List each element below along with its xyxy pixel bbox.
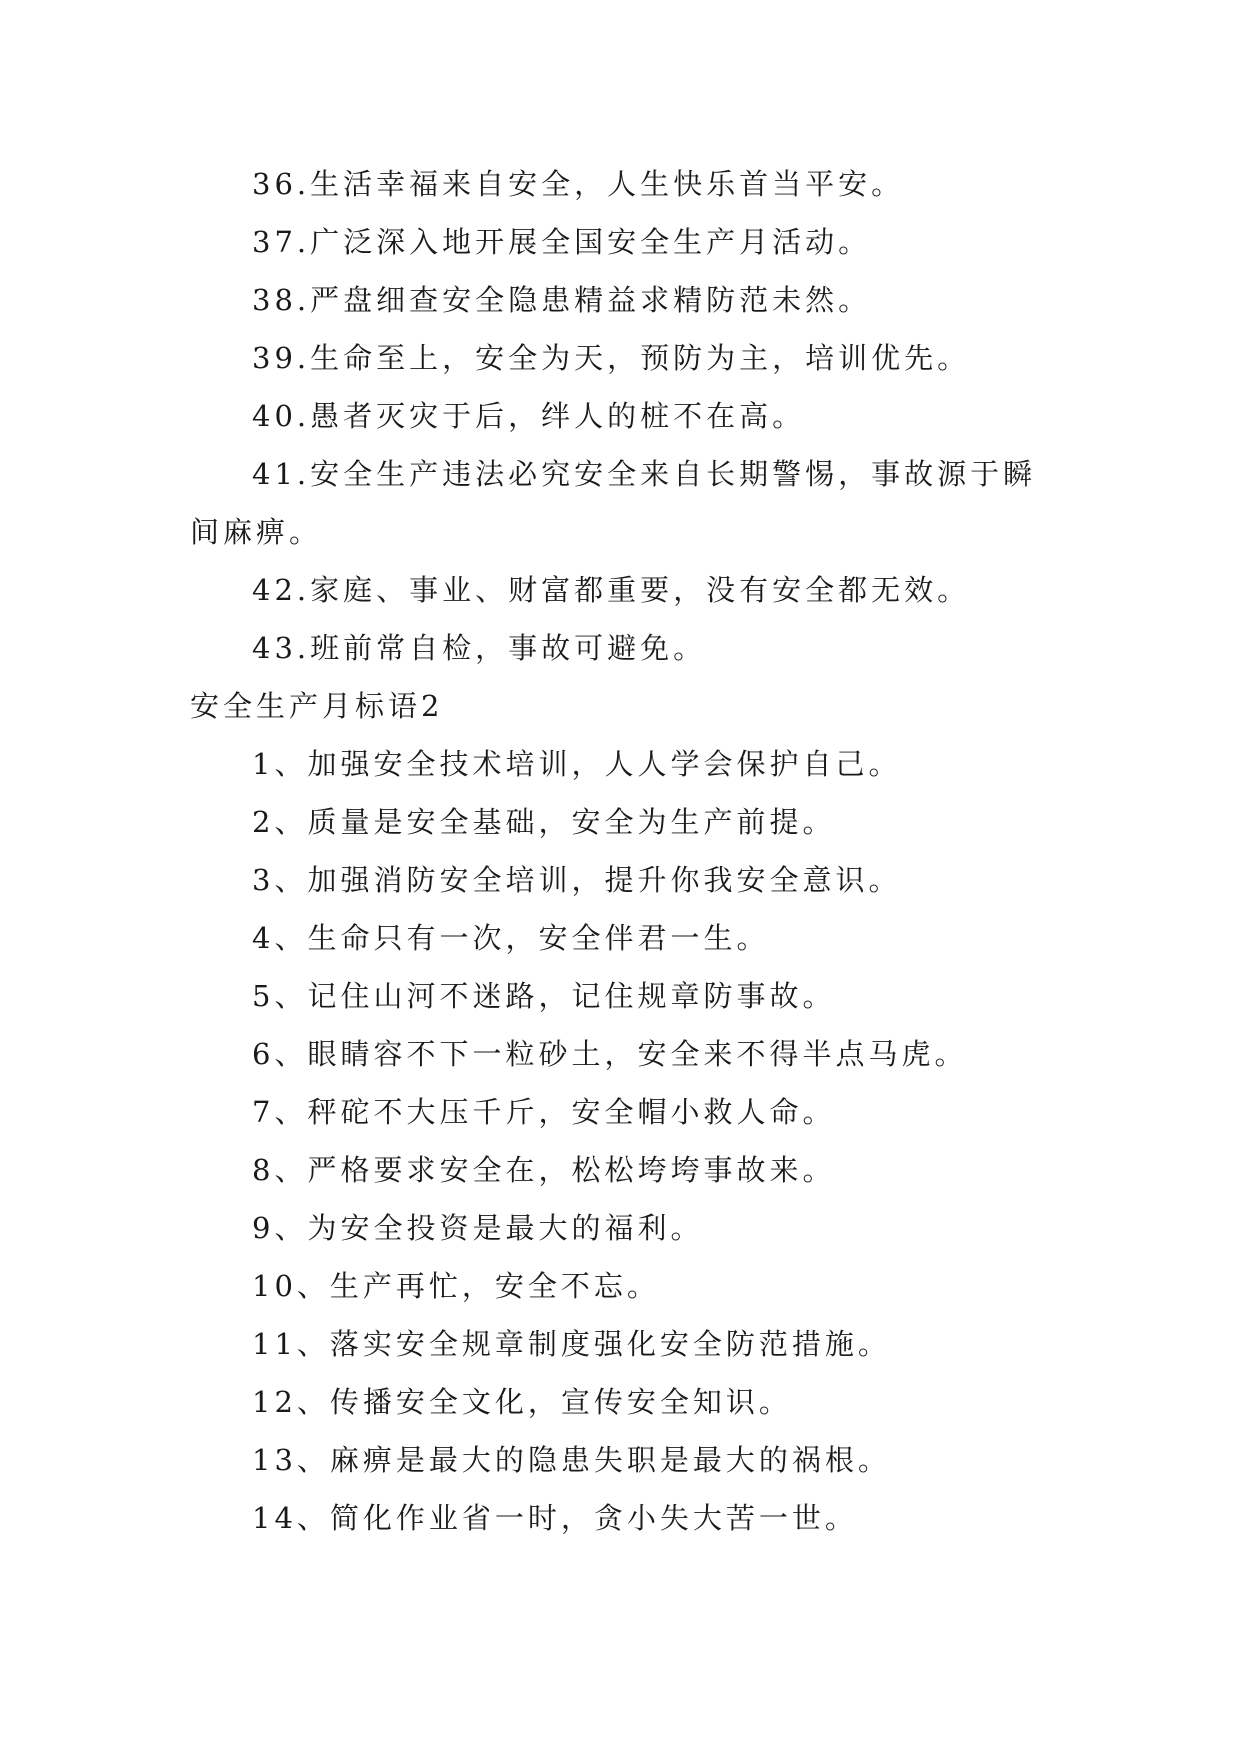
slogan-item: 4、生命只有一次，安全伴君一生。 bbox=[252, 921, 770, 955]
slogan-item: 42.家庭、事业、财富都重要，没有安全都无效。 bbox=[252, 573, 971, 607]
slogan-item: 43.班前常自检，事故可避免。 bbox=[252, 631, 707, 665]
slogan-item: 9、为安全投资是最大的福利。 bbox=[252, 1211, 704, 1245]
slogan-item: 1、加强安全技术培训，人人学会保护自己。 bbox=[252, 747, 902, 781]
section-heading: 安全生产月标语2 bbox=[190, 689, 444, 723]
slogan-item: 3、加强消防安全培训，提升你我安全意识。 bbox=[252, 863, 902, 897]
slogan-item: 5、记住山河不迷路，记住规章防事故。 bbox=[252, 979, 836, 1013]
slogan-item: 11、落实安全规章制度强化安全防范措施。 bbox=[252, 1327, 891, 1361]
slogan-item: 8、严格要求安全在，松松垮垮事故来。 bbox=[252, 1153, 836, 1187]
slogan-item: 13、麻痹是最大的隐患失职是最大的祸根。 bbox=[252, 1443, 891, 1477]
slogan-item: 12、传播安全文化，宣传安全知识。 bbox=[252, 1385, 792, 1419]
slogan-item: 39.生命至上，安全为天，预防为主，培训优先。 bbox=[252, 341, 971, 375]
slogan-item: 38.严盘细查安全隐患精益求精防范未然。 bbox=[252, 283, 872, 317]
slogan-item: 7、秤砣不大压千斤，安全帽小救人命。 bbox=[252, 1095, 836, 1129]
slogan-item: 10、生产再忙，安全不忘。 bbox=[252, 1269, 660, 1303]
slogan-item: 36.生活幸福来自安全，人生快乐首当平安。 bbox=[252, 167, 905, 201]
slogan-item: 40.愚者灭灾于后，绊人的桩不在高。 bbox=[252, 399, 806, 433]
document-body bbox=[190, 155, 1060, 1547]
slogan-item: 2、质量是安全基础，安全为生产前提。 bbox=[252, 805, 836, 839]
slogan-item: 37.广泛深入地开展全国安全生产月活动。 bbox=[252, 225, 872, 259]
slogan-item: 14、简化作业省一时，贪小失大苦一世。 bbox=[252, 1501, 858, 1535]
slogan-item: 41.安全生产违法必究安全来自长期警惕，事故源于瞬间麻痹。 bbox=[190, 457, 1037, 549]
slogan-item: 6、眼睛容不下一粒砂土，安全来不得半点马虎。 bbox=[252, 1037, 968, 1071]
